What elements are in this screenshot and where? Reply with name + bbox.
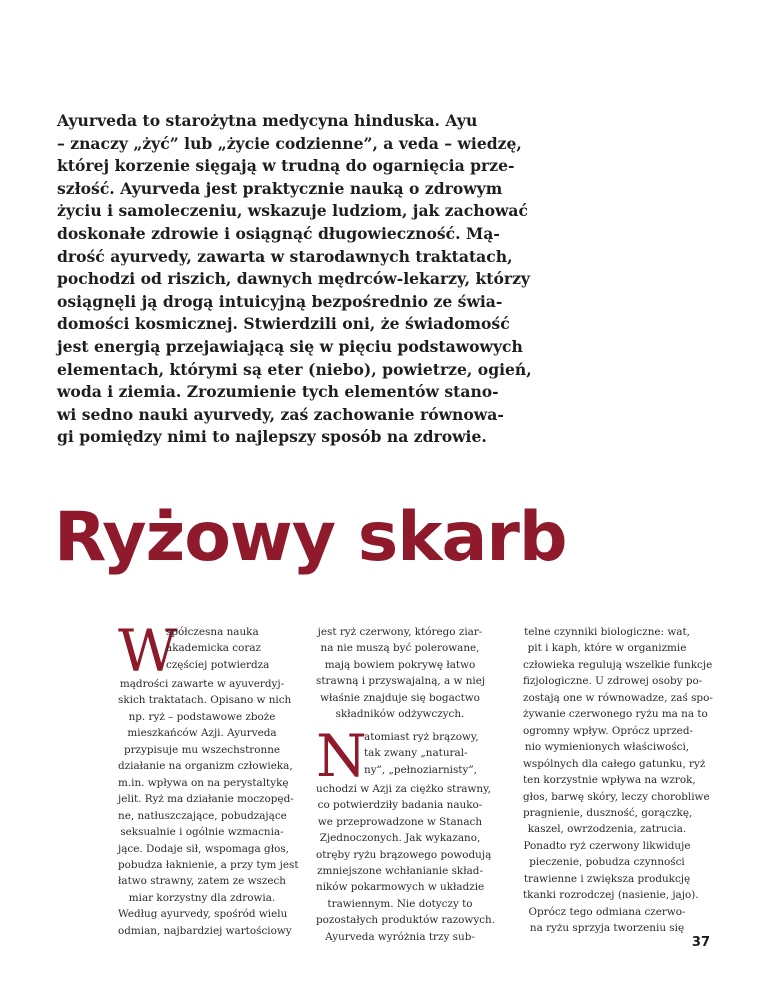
- intro-line: elementach, którymi są eter (niebo), powietrze, ogień,: [57, 359, 532, 379]
- text-line: skich traktatach. Opisano w nich: [118, 694, 292, 707]
- text-line: akademicka coraz: [166, 642, 261, 655]
- text-line: jest ryż czerwony, którego ziar-: [317, 626, 483, 638]
- page-number: 37: [691, 935, 710, 950]
- intro-line: domości kosmicznej. Stwierdzili oni, że świadomość: [57, 314, 510, 334]
- text-line: atomiast ryż brązowy,: [364, 730, 479, 743]
- intro-line: jest energią przejawiającą się w pięciu podstawowych: [57, 336, 523, 356]
- text-line: Zjednoczonych. Jak wykazano,: [319, 832, 481, 845]
- text-line: jelit. Ryż ma działanie moczopęd-: [118, 793, 294, 806]
- intro-line: wi sedno nauki ayurvedy, zaś zachowanie równowa-: [57, 404, 504, 424]
- text-line: odmian, najbardziej wartościowy: [118, 924, 292, 937]
- text-line: przypisuje mu wszechstronne: [123, 743, 281, 756]
- text-line: m.in. wpływa on na perystaltykę: [118, 776, 289, 789]
- text-line: trawiennym. Nie dotyczy to: [327, 897, 473, 910]
- text-line: jące. Dodaje sił, wspomaga głos,: [118, 842, 289, 855]
- text-line: żywanie czerwonego ryżu ma na to: [523, 708, 708, 721]
- text-line: ny”, „pełnoziarnisty”,: [364, 763, 477, 776]
- text-line: spółczesna nauka: [166, 626, 259, 638]
- text-line: uchodzi w Azji za ciężko strawny,: [316, 782, 491, 795]
- intro-line: Ayurveda to starożytna medycyna hinduska. Ayu: [57, 111, 478, 130]
- article-column-3: [523, 624, 713, 937]
- drop-cap-letter: W: [118, 617, 178, 685]
- text-line: wspólnych dla całego gatunku, ryż: [523, 757, 706, 770]
- text-line: Ayurveda wyróżnia trzy sub-: [325, 930, 475, 943]
- text-line: mądrości zawarte w ayuverdyj-: [119, 678, 285, 690]
- text-line: Według ayurvedy, spośród wielu: [118, 908, 288, 921]
- text-line: właśnie znajduje się bogactwo: [320, 691, 480, 704]
- text-line: zmniejszone wchłanianie skład-: [317, 864, 483, 877]
- text-line: działanie na organizm człowieka,: [118, 760, 293, 773]
- text-line: składników odżywczych.: [335, 708, 465, 721]
- intro-paragraph: [57, 110, 532, 449]
- text-line: częściej potwierdza: [166, 658, 270, 671]
- text-line: ogromny wpływ. Oprócz uprzed-: [523, 724, 693, 737]
- text-line: co potwierdziły badania nauko-: [317, 799, 483, 812]
- text-line: mieszkańców Azji. Ayurveda: [127, 727, 277, 740]
- text-line: na ryżu sprzyja tworzeniu się: [529, 922, 685, 935]
- text-line: we przeprowadzone w Stanach: [317, 815, 483, 828]
- text-line: pobudza łaknienie, a przy tym jest: [118, 858, 299, 871]
- text-line: strawną i przyswajalną, a w niej: [316, 675, 486, 688]
- text-line: miar korzystny dla zdrowia.: [128, 891, 276, 904]
- text-line: człowieka regulują wszelkie funkcje: [523, 658, 713, 671]
- text-line: ten korzystnie wpływa na wzrok,: [523, 774, 696, 787]
- text-line: nio wymienionych właściwości,: [524, 741, 690, 754]
- text-line: otręby ryżu brązowego powodują: [316, 848, 492, 861]
- text-line: zostają one w równowadze, zaś spo-: [523, 691, 713, 704]
- text-line: Ponadto ryż czerwony likwiduje: [523, 839, 691, 852]
- text-line: pragnienie, duszność, gorączkę,: [523, 806, 693, 819]
- text-line: fizjologiczne. U zdrowej osoby po-: [523, 675, 703, 688]
- intro-line: szłość. Ayurveda jest praktycznie nauką o zdrowym: [57, 178, 503, 198]
- text-line: trawienne i zwiększa produkcję: [523, 872, 691, 885]
- article-column-1: [118, 617, 299, 939]
- intro-line: pochodzi od riszich, dawnych mędrców-lekarzy, którzy: [57, 269, 530, 289]
- article-column-2: [316, 624, 496, 945]
- intro-line: woda i ziemia. Zrozumienie tych elementów stano-: [57, 382, 499, 402]
- intro-line: osiągnęli ją drogą intuicyjną bezpośrednio ze świa-: [57, 291, 503, 311]
- text-line: Oprócz tego odmiana czerwo-: [528, 905, 686, 918]
- text-line: łatwo strawny, zatem ze wszech: [118, 875, 286, 888]
- text-line: kaszel, owrzodzenia, zatrucia.: [527, 823, 687, 836]
- intro-line: doskonałe zdrowie i osiągnąć długowieczność. Mą-: [57, 223, 500, 243]
- text-line: telne czynniki biologiczne: wat,: [524, 626, 690, 638]
- intro-line: gi pomiędzy nimi to najlepszy sposób na zdrowie.: [57, 427, 487, 447]
- article-title: Ryżowy skarb: [54, 498, 567, 577]
- text-line: np. ryż – podstawowe zboże: [128, 710, 276, 723]
- text-line: ne, natłuszczające, pobudzające: [118, 809, 287, 822]
- drop-cap-letter: N: [316, 721, 367, 790]
- text-line: głos, barwę skóry, leczy chorobliwe: [523, 790, 710, 803]
- text-line: seksualnie i ogólnie wzmacnia-: [120, 826, 284, 839]
- text-line: tak zwany „natural-: [364, 747, 468, 760]
- text-line: mają bowiem pokrywę łatwo: [324, 658, 476, 671]
- text-line: ników pokarmowych w układzie: [316, 881, 485, 894]
- intro-line: życiu i samoleczeniu, wskazuje ludziom, jak zachować: [57, 201, 529, 221]
- text-line: tkanki rozrodczej (nasienie, jajo).: [523, 889, 699, 902]
- text-line: pit i kaph, które w organizmie: [527, 642, 687, 655]
- text-line: na nie muszą być polerowane,: [320, 642, 480, 655]
- intro-line: drość ayurvedy, zawarta w starodawnych traktatach,: [57, 246, 513, 266]
- text-line: pozostałych produktów razowych.: [316, 914, 496, 927]
- intro-line: której korzenie sięgają w trudną do ogarnięcia prze-: [57, 156, 515, 176]
- intro-line: – znaczy „żyć” lub „życie codzienne”, a veda – wiedzę,: [57, 133, 522, 153]
- text-line: pieczenie, pobudza czynności: [529, 856, 685, 869]
